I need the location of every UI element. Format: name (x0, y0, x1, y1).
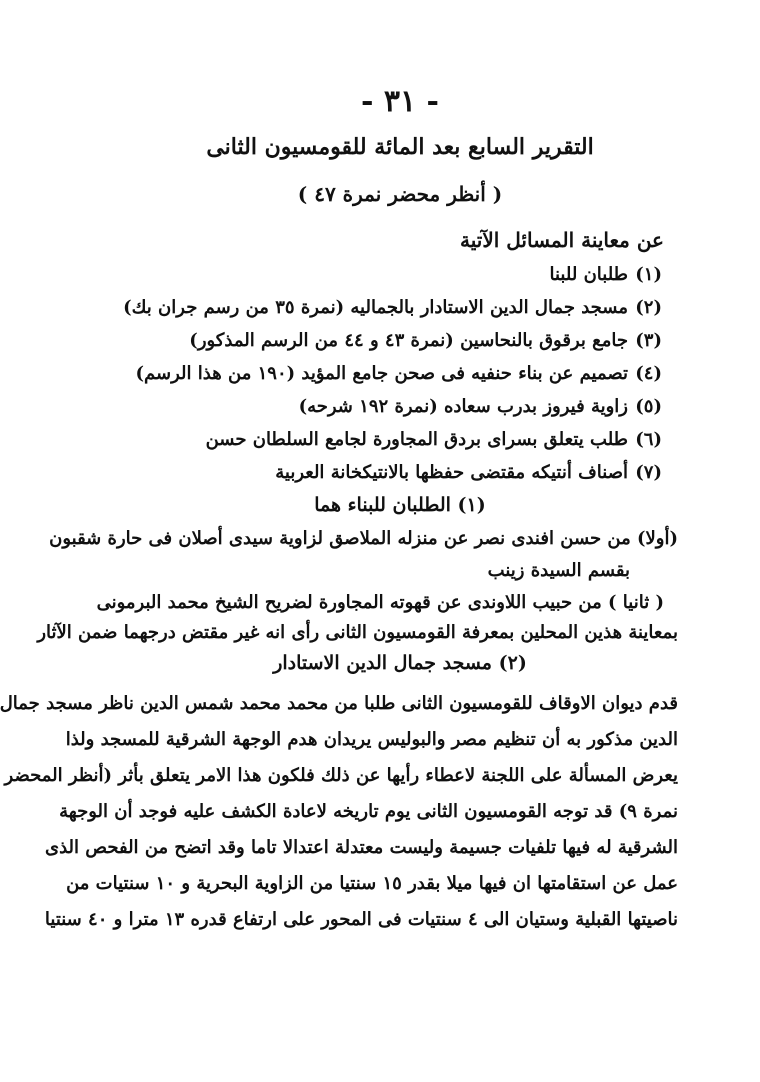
topic-text: زاوية فيروز بدرب سعاده (نمرة ١٩٢ شرحه) (298, 396, 628, 417)
topic-text: تصميم عن بناء حنفيه فى صحن جامع المؤيد (١٩٠ من هذا الرسم) (135, 363, 628, 384)
topic-number: (٦) (635, 429, 662, 450)
topic-text: طلب يتعلق بسراى بردق المجاورة لجامع السلطان حسن (205, 429, 628, 450)
topic-item (142, 390, 662, 423)
topic-item (142, 423, 662, 456)
intro-line: عن معاينة المسائل الآتية (460, 228, 664, 252)
body-line: عمل عن استقامتها ان فيها ميلا بقدر ١٥ سنتيا من الزاوية البحرية و ١٠ سنتيات من (66, 873, 678, 894)
body-line: يعرض المسألة على اللجنة لاعطاء رأيها عن ذلك فلكون هذا الامر يتعلق بأثر (أنظر المحضر (4, 765, 678, 786)
topic-number: (٤) (635, 363, 662, 384)
section-1-conclusion: بمعاينة هذين المحلين بمعرفة القومسيون الثانى رأى انه غير مقتض درجهما ضمن الآثار (37, 622, 678, 643)
report-title: التقرير السابع بعد المائة للقومسيون الثانى (206, 134, 594, 160)
topic-item (142, 456, 662, 489)
body-line: نمرة ٩) قد توجه القومسيون الثانى يوم تاريخه لاعادة الكشف عليه فوجد أن الوجهة (59, 801, 678, 822)
topic-number: (٢) (635, 297, 662, 318)
topic-item (123, 291, 662, 324)
section-2-heading: (٢) مسجد جمال الدين الاستادار (273, 652, 527, 674)
minutes-reference: ( أنظر محضر نمرة ٤٧ ) (297, 182, 503, 206)
topic-number: (١) (635, 264, 662, 285)
topic-item (142, 258, 662, 291)
topic-number: (٥) (635, 396, 662, 417)
section-1-second-line: ( ثانيا ) من حبيب اللاوندى عن قهوته المجاورة لضريح الشيخ محمد البرمونى (96, 592, 664, 613)
body-line: الدين مذكور به أن تنظيم مصر والبوليس يريدان هدم الوجهة الشرقية للمسجد ولذا (65, 729, 678, 750)
body-line: الشرقية له فيها تلفيات جسيمة وليست معتدلة اعتدالا تاما وقد اتضح من الفحص الذى (45, 837, 678, 858)
topic-number: (٧) (635, 462, 662, 483)
topic-number: (٣) (635, 330, 662, 351)
topic-text: طلبان للبنا (549, 264, 628, 285)
section-1-first-line-cont: بقسم السيدة زينب (487, 560, 630, 581)
page-number: - ٣١ - (360, 84, 440, 119)
section-2-body (0, 686, 678, 938)
topic-text: مسجد جمال الدين الاستادار بالجماليه (نمرة ٣٥ من رسم جران بك) (123, 297, 628, 318)
topic-item (142, 324, 662, 357)
topic-item (135, 357, 662, 390)
topic-text: أصناف أنتيكه مقتضى حفظها بالانتيكخانة العربية (275, 462, 628, 483)
body-line: قدم ديوان الاوقاف للقومسيون الثانى طلبا من محمد محمد شمس الدين ناظر مسجد جمال (0, 693, 678, 714)
section-1-first-line: (أولا) من حسن افندى نصر عن منزله الملاصق لزاوية سيدى أصلان فى حارة شقبون (49, 528, 678, 549)
body-line: ناصيتها القبلية وستيان الى ٤ سنتيات فى المحور على ارتفاع قدره ١٣ مترا و ٤٠ سنتيا (44, 909, 678, 930)
topics-list (123, 258, 662, 489)
section-1-heading: (١) الطلبان للبناء هما (314, 494, 486, 516)
topic-text: جامع برقوق بالنحاسين (نمرة ٤٣ و ٤٤ من الرسم المذكور) (189, 330, 628, 351)
